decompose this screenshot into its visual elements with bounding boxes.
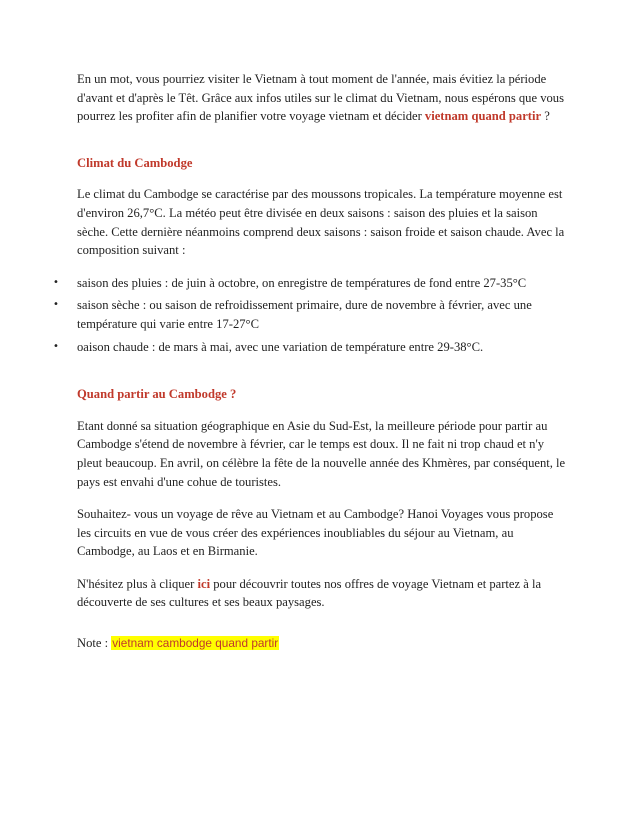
- note-label: Note :: [77, 636, 112, 651]
- list-item-text: saison sèche : ou saison de refroidissement primaire, dure de novembre à février, avec une température qui varie entre 17-27°C: [77, 298, 532, 331]
- heading-climat-cambodge: Climat du Cambodge: [77, 155, 193, 170]
- document-content: [53, 70, 567, 653]
- bullet-icon: •: [53, 299, 59, 311]
- note-highlight: vietnam cambodge quand partir: [112, 636, 279, 651]
- seasons-list: [53, 274, 567, 356]
- list-item-text: oaison chaude : de mars à mai, avec une variation de température entre 29-38°C.: [77, 339, 484, 354]
- climat-intro-paragraph: Le climat du Cambodge se caractérise par des moussons tropicales. La température moyenne est d'environ 26,7°C. La météo peut être divisée en deux saisons : saison des pluies et la saison sèche. Cette dernière néanmoins comprend deux saisons : saison froide et saison chaude. Avec la composition suivant :: [77, 187, 565, 258]
- bullet-icon: •: [53, 340, 59, 352]
- bullet-icon: •: [53, 276, 59, 288]
- intro-end: ?: [541, 109, 550, 124]
- intro-paragraph: [77, 70, 567, 126]
- list-item: [53, 296, 567, 333]
- ici-link[interactable]: ici: [197, 576, 211, 591]
- quand-paragraph-2: Souhaitez- vous un voyage de rêve au Vietnam et au Cambodge? Hanoi Voyages vous propose les circuits en vue de vous créer des expériences inoubliables du séjour au Vietnam, au Cambodge, au Laos et en Birmanie.: [77, 507, 554, 559]
- quand-paragraph-1: Etant donné sa situation géographique en Asie du Sud-Est, la meilleure période pour partir au Cambodge s'étend de novembre à février, car le temps est doux. Il ne fait ni trop chaud et n'y pleut beaucoup. En avril, on célèbre la fête de la nouvelle année des Khmères, par conséquent, le pays est envahi d'une cohue de touristes.: [77, 418, 566, 489]
- list-item-text: saison des pluies : de juin à octobre, on enregistre de températures de fond entre 27-35°C: [77, 275, 527, 290]
- note-line: [77, 634, 567, 653]
- quand-paragraph-3: [77, 575, 567, 612]
- vietnam-quand-partir-link[interactable]: vietnam quand partir: [424, 109, 542, 124]
- intro-text: En un mot, vous pourriez visiter le Vietnam à tout moment de l'année, mais évitiez la période d'avant et d'après le Têt. Grâce aux infos utiles sur le climat du Vietnam, nous espérons que vous pourrez les profiter afin de planifier votre voyage vietnam et décider: [77, 72, 564, 124]
- list-item: [53, 274, 567, 293]
- para3-end: pour découvrir toutes nos offres de voyage Vietnam et partez à la découverte de ses cultures et ses beaux paysages.: [77, 576, 542, 610]
- para3-start: N'hésitez plus à cliquer: [77, 576, 198, 591]
- heading-quand-partir: Quand partir au Cambodge ?: [77, 387, 237, 402]
- list-item: [53, 338, 567, 357]
